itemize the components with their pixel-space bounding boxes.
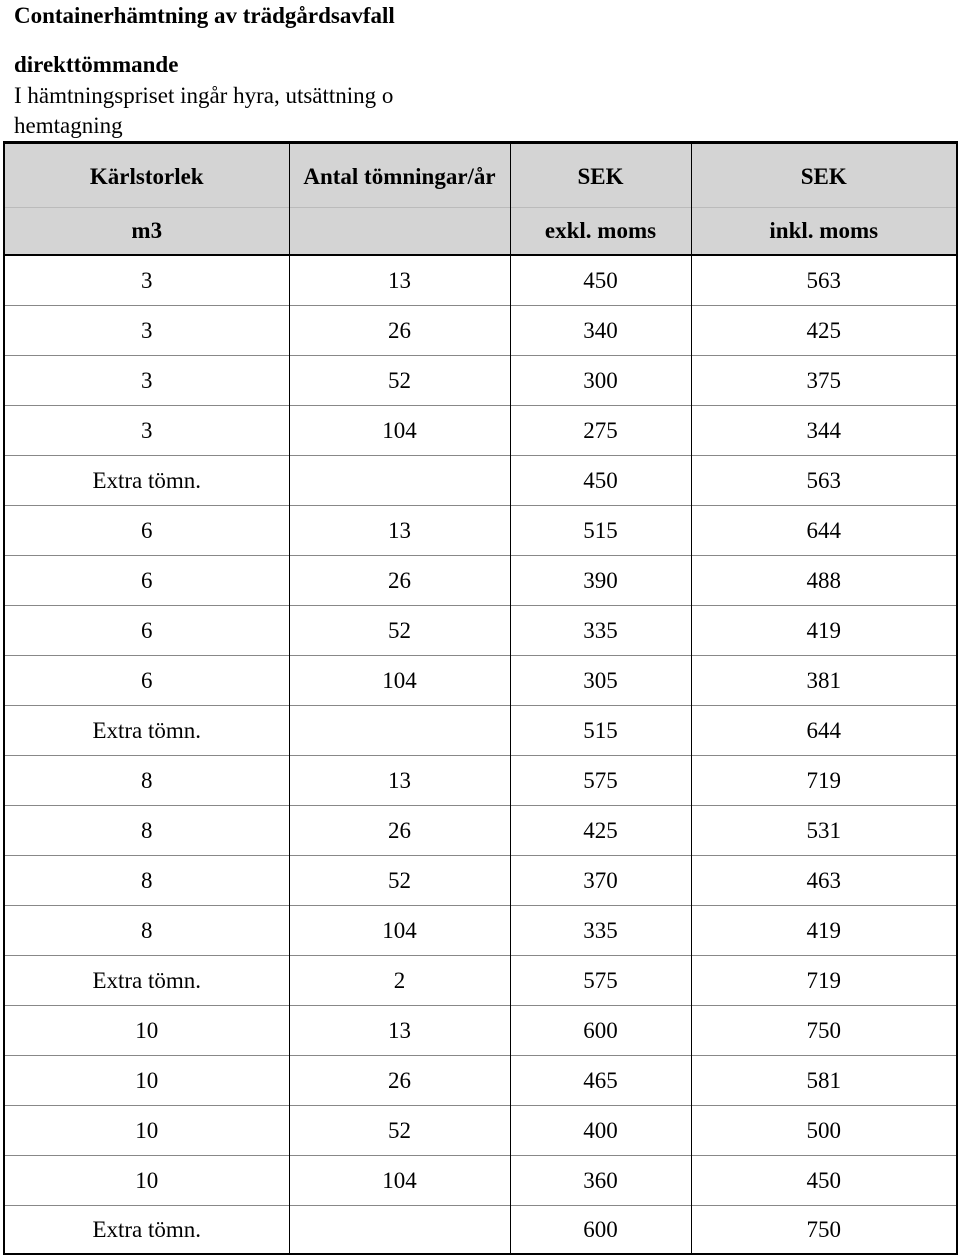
cell-pickups-per-year: 52: [289, 356, 510, 406]
cell-pickups-per-year: 2: [289, 956, 510, 1006]
cell-container-size: Extra tömn.: [4, 956, 289, 1006]
table-row: [4, 1206, 957, 1255]
cell-container-size: 8: [4, 906, 289, 956]
header-unit-m3: m3: [4, 208, 289, 256]
cell-pickups-per-year: 13: [289, 255, 510, 306]
cell-container-size: 10: [4, 1156, 289, 1206]
cell-pickups-per-year: 104: [289, 656, 510, 706]
header-excl-vat: exkl. moms: [510, 208, 691, 256]
cell-price-incl-vat: 531: [691, 806, 957, 856]
cell-price-incl-vat: 719: [691, 956, 957, 1006]
header-empty: [289, 208, 510, 256]
header-sek-excl: SEK: [510, 143, 691, 208]
cell-pickups-per-year: 104: [289, 906, 510, 956]
cell-container-size: 8: [4, 856, 289, 906]
cell-container-size: 3: [4, 356, 289, 406]
cell-pickups-per-year: [289, 456, 510, 506]
cell-price-excl-vat: 450: [510, 255, 691, 306]
cell-price-excl-vat: 335: [510, 606, 691, 656]
cell-price-incl-vat: 719: [691, 756, 957, 806]
cell-price-incl-vat: 419: [691, 906, 957, 956]
cell-pickups-per-year: 104: [289, 406, 510, 456]
page-subtitle: direkttömmande: [14, 52, 179, 77]
cell-pickups-per-year: 13: [289, 756, 510, 806]
header-pickups-per-year: [289, 143, 510, 208]
table-row: [4, 556, 957, 606]
cell-container-size: 6: [4, 606, 289, 656]
cell-price-excl-vat: 300: [510, 356, 691, 406]
cell-container-size: 6: [4, 656, 289, 706]
table-row: [4, 1006, 957, 1056]
cell-container-size: Extra tömn.: [4, 456, 289, 506]
cell-container-size: 6: [4, 506, 289, 556]
table-row: [4, 606, 957, 656]
table-row: [4, 906, 957, 956]
cell-container-size: Extra tömn.: [4, 706, 289, 756]
cell-price-incl-vat: 381: [691, 656, 957, 706]
cell-price-excl-vat: 515: [510, 706, 691, 756]
cell-price-incl-vat: 750: [691, 1206, 957, 1255]
header-row-top: [4, 143, 957, 208]
cell-price-excl-vat: 275: [510, 406, 691, 456]
header-container-size: Kärlstorlek: [4, 143, 289, 208]
cell-price-excl-vat: 465: [510, 1056, 691, 1106]
cell-pickups-per-year: 104: [289, 1156, 510, 1206]
cell-price-excl-vat: 305: [510, 656, 691, 706]
price-table: [3, 141, 958, 1255]
table-row: [4, 506, 957, 556]
cell-price-excl-vat: 450: [510, 456, 691, 506]
page-title: Containerhämtning av trädgårdsavfall: [14, 3, 395, 28]
cell-container-size: 6: [4, 556, 289, 606]
cell-container-size: Extra tömn.: [4, 1206, 289, 1255]
cell-price-incl-vat: 644: [691, 506, 957, 556]
cell-price-excl-vat: 335: [510, 906, 691, 956]
cell-price-incl-vat: 344: [691, 406, 957, 456]
cell-price-incl-vat: 425: [691, 306, 957, 356]
cell-price-incl-vat: 644: [691, 706, 957, 756]
table-row: [4, 306, 957, 356]
table-row: [4, 856, 957, 906]
cell-price-excl-vat: 575: [510, 756, 691, 806]
cell-container-size: 10: [4, 1056, 289, 1106]
table-row: [4, 456, 957, 506]
header-pickups-label: Antal tömningar/år: [303, 164, 496, 189]
cell-price-incl-vat: 419: [691, 606, 957, 656]
table-header: [4, 143, 957, 256]
header-row-bottom: [4, 208, 957, 256]
table-row: [4, 656, 957, 706]
cell-container-size: 3: [4, 306, 289, 356]
cell-pickups-per-year: 52: [289, 606, 510, 656]
table-row: [4, 1106, 957, 1156]
cell-pickups-per-year: 26: [289, 1056, 510, 1106]
cell-pickups-per-year: [289, 1206, 510, 1255]
cell-price-excl-vat: 600: [510, 1006, 691, 1056]
cell-price-excl-vat: 340: [510, 306, 691, 356]
table-row: [4, 406, 957, 456]
cell-price-excl-vat: 425: [510, 806, 691, 856]
table-body: [4, 255, 957, 1254]
cell-price-excl-vat: 575: [510, 956, 691, 1006]
cell-price-excl-vat: 390: [510, 556, 691, 606]
cell-price-incl-vat: 563: [691, 255, 957, 306]
cell-price-incl-vat: 463: [691, 856, 957, 906]
cell-container-size: 10: [4, 1006, 289, 1056]
cell-container-size: 3: [4, 255, 289, 306]
cell-pickups-per-year: 26: [289, 306, 510, 356]
cell-pickups-per-year: 26: [289, 556, 510, 606]
cell-container-size: 8: [4, 806, 289, 856]
cell-pickups-per-year: 52: [289, 1106, 510, 1156]
cell-price-incl-vat: 500: [691, 1106, 957, 1156]
price-note: I hämtningspriset ingår hyra, utsättning o hemtagning: [14, 83, 394, 138]
cell-container-size: 10: [4, 1106, 289, 1156]
cell-container-size: 8: [4, 756, 289, 806]
cell-pickups-per-year: 13: [289, 1006, 510, 1056]
header-sek-incl: SEK: [691, 143, 957, 208]
cell-pickups-per-year: [289, 706, 510, 756]
header-incl-vat: inkl. moms: [691, 208, 957, 256]
cell-price-incl-vat: 750: [691, 1006, 957, 1056]
cell-price-excl-vat: 600: [510, 1206, 691, 1255]
table-row: [4, 1156, 957, 1206]
cell-price-incl-vat: 450: [691, 1156, 957, 1206]
cell-pickups-per-year: 52: [289, 856, 510, 906]
table-row: [4, 1056, 957, 1106]
table-row: [4, 255, 957, 306]
cell-price-excl-vat: 360: [510, 1156, 691, 1206]
cell-price-excl-vat: 400: [510, 1106, 691, 1156]
cell-price-incl-vat: 581: [691, 1056, 957, 1106]
cell-pickups-per-year: 26: [289, 806, 510, 856]
cell-pickups-per-year: 13: [289, 506, 510, 556]
cell-container-size: 3: [4, 406, 289, 456]
table-row: [4, 756, 957, 806]
table-row: [4, 706, 957, 756]
cell-price-incl-vat: 563: [691, 456, 957, 506]
table-row: [4, 956, 957, 1006]
cell-price-incl-vat: 488: [691, 556, 957, 606]
table-row: [4, 356, 957, 406]
cell-price-incl-vat: 375: [691, 356, 957, 406]
cell-price-excl-vat: 515: [510, 506, 691, 556]
table-row: [4, 806, 957, 856]
cell-price-excl-vat: 370: [510, 856, 691, 906]
